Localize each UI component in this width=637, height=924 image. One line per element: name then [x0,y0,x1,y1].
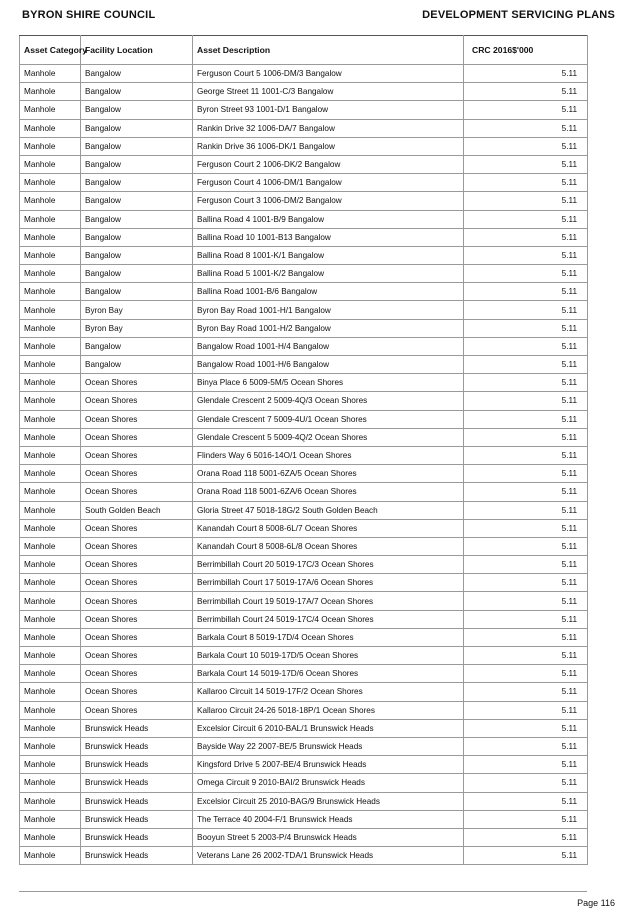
cell-crc: 5.11 [464,647,588,665]
cell-asset-category: Manhole [20,683,81,701]
cell-asset-category: Manhole [20,592,81,610]
cell-facility-location: Ocean Shores [81,537,193,555]
cell-asset-category: Manhole [20,810,81,828]
cell-crc: 5.11 [464,774,588,792]
cell-crc: 5.11 [464,592,588,610]
cell-facility-location: Brunswick Heads [81,756,193,774]
table-row [20,83,588,101]
cell-asset-category: Manhole [20,319,81,337]
cell-facility-location: Bangalow [81,210,193,228]
table-row [20,628,588,646]
cell-asset-category: Manhole [20,356,81,374]
cell-crc: 5.11 [464,301,588,319]
cell-facility-location: Bangalow [81,65,193,83]
cell-crc: 5.11 [464,192,588,210]
cell-crc: 5.11 [464,446,588,464]
cell-crc: 5.11 [464,847,588,865]
table-row [20,847,588,865]
col-header-asset-description: Asset Description [193,36,464,65]
cell-crc: 5.11 [464,283,588,301]
cell-facility-location: Bangalow [81,283,193,301]
cell-asset-description: Bayside Way 22 2007-BE/5 Brunswick Heads [193,737,464,755]
cell-crc: 5.11 [464,101,588,119]
col-header-facility-location: Facility Location [81,36,193,65]
cell-asset-description: Ferguson Court 2 1006-DK/2 Bangalow [193,155,464,173]
cell-facility-location: Bangalow [81,137,193,155]
cell-asset-description: Ballina Road 1001-B/6 Bangalow [193,283,464,301]
cell-asset-description: Ballina Road 5 1001-K/2 Bangalow [193,265,464,283]
cell-asset-description: Berrimbillah Court 20 5019-17C/3 Ocean Shores [193,556,464,574]
cell-asset-description: Rankin Drive 36 1006-DK/1 Bangalow [193,137,464,155]
cell-crc: 5.11 [464,537,588,555]
cell-facility-location: Ocean Shores [81,628,193,646]
cell-crc: 5.11 [464,628,588,646]
cell-facility-location: Ocean Shores [81,446,193,464]
cell-asset-description: Omega Circuit 9 2010-BAI/2 Brunswick Heads [193,774,464,792]
cell-asset-description: Ballina Road 4 1001-B/9 Bangalow [193,210,464,228]
cell-asset-category: Manhole [20,847,81,865]
cell-asset-description: Glendale Crescent 2 5009-4Q/3 Ocean Shores [193,392,464,410]
cell-facility-location: Brunswick Heads [81,737,193,755]
cell-asset-description: Kanandah Court 8 5008-6L/8 Ocean Shores [193,537,464,555]
cell-facility-location: South Golden Beach [81,501,193,519]
table-row [20,265,588,283]
cell-facility-location: Ocean Shores [81,574,193,592]
cell-crc: 5.11 [464,265,588,283]
table-row [20,410,588,428]
cell-crc: 5.11 [464,556,588,574]
table-row [20,337,588,355]
table-row [20,119,588,137]
table-row [20,828,588,846]
table-row [20,283,588,301]
cell-facility-location: Byron Bay [81,319,193,337]
cell-asset-description: Kallaroo Circuit 14 5019-17F/2 Ocean Shores [193,683,464,701]
cell-asset-description: Barkala Court 14 5019-17D/6 Ocean Shores [193,665,464,683]
table-row [20,319,588,337]
table-row [20,428,588,446]
table-row [20,665,588,683]
cell-asset-description: Booyun Street 5 2003-P/4 Brunswick Heads [193,828,464,846]
table-row [20,701,588,719]
asset-table [19,35,588,865]
cell-asset-category: Manhole [20,428,81,446]
cell-facility-location: Brunswick Heads [81,810,193,828]
cell-facility-location: Ocean Shores [81,592,193,610]
cell-asset-category: Manhole [20,701,81,719]
cell-asset-category: Manhole [20,155,81,173]
cell-facility-location: Bangalow [81,265,193,283]
table-header-row [20,36,588,65]
cell-facility-location: Bangalow [81,174,193,192]
cell-asset-category: Manhole [20,737,81,755]
cell-asset-category: Manhole [20,483,81,501]
cell-asset-description: Ballina Road 8 1001-K/1 Bangalow [193,246,464,264]
cell-asset-description: Rankin Drive 32 1006-DA/7 Bangalow [193,119,464,137]
cell-crc: 5.11 [464,83,588,101]
table-row [20,301,588,319]
table-row [20,519,588,537]
cell-crc: 5.11 [464,483,588,501]
cell-crc: 5.11 [464,319,588,337]
cell-asset-description: George Street 11 1001-C/3 Bangalow [193,83,464,101]
cell-asset-category: Manhole [20,519,81,537]
cell-facility-location: Ocean Shores [81,556,193,574]
cell-crc: 5.11 [464,246,588,264]
cell-crc: 5.11 [464,683,588,701]
cell-facility-location: Bangalow [81,155,193,173]
cell-facility-location: Ocean Shores [81,519,193,537]
cell-asset-category: Manhole [20,337,81,355]
cell-asset-description: Bangalow Road 1001-H/4 Bangalow [193,337,464,355]
cell-asset-description: Binya Place 6 5009-5M/5 Ocean Shores [193,374,464,392]
cell-facility-location: Brunswick Heads [81,828,193,846]
table-row [20,137,588,155]
cell-asset-category: Manhole [20,665,81,683]
cell-facility-location: Bangalow [81,356,193,374]
table-row [20,592,588,610]
cell-crc: 5.11 [464,701,588,719]
cell-crc: 5.11 [464,210,588,228]
table-body [20,65,588,865]
cell-asset-description: The Terrace 40 2004-F/1 Brunswick Heads [193,810,464,828]
cell-asset-description: Ferguson Court 3 1006-DM/2 Bangalow [193,192,464,210]
table-row [20,392,588,410]
col-header-asset-category: Asset Category [20,36,81,65]
cell-crc: 5.11 [464,501,588,519]
cell-asset-description: Excelsior Circuit 25 2010-BAG/9 Brunswick Heads [193,792,464,810]
cell-asset-category: Manhole [20,501,81,519]
cell-asset-description: Ferguson Court 5 1006-DM/3 Bangalow [193,65,464,83]
cell-asset-category: Manhole [20,574,81,592]
cell-crc: 5.11 [464,392,588,410]
cell-crc: 5.11 [464,574,588,592]
table-row [20,610,588,628]
cell-facility-location: Ocean Shores [81,683,193,701]
table-row [20,446,588,464]
footer-divider [19,891,587,892]
cell-asset-description: Byron Street 93 1001-D/1 Bangalow [193,101,464,119]
cell-asset-category: Manhole [20,628,81,646]
cell-asset-description: Glendale Crescent 5 5009-4Q/2 Ocean Shores [193,428,464,446]
col-header-crc: CRC 2016$'000 [464,36,588,65]
table-row [20,647,588,665]
cell-facility-location: Bangalow [81,228,193,246]
cell-facility-location: Ocean Shores [81,701,193,719]
cell-facility-location: Bangalow [81,101,193,119]
table-row [20,101,588,119]
cell-facility-location: Ocean Shores [81,428,193,446]
cell-asset-category: Manhole [20,301,81,319]
cell-crc: 5.11 [464,828,588,846]
cell-asset-category: Manhole [20,65,81,83]
table-row [20,501,588,519]
cell-asset-category: Manhole [20,392,81,410]
cell-facility-location: Bangalow [81,119,193,137]
cell-facility-location: Ocean Shores [81,465,193,483]
cell-asset-category: Manhole [20,246,81,264]
cell-facility-location: Ocean Shores [81,410,193,428]
cell-asset-category: Manhole [20,228,81,246]
cell-asset-category: Manhole [20,719,81,737]
cell-asset-category: Manhole [20,101,81,119]
cell-asset-category: Manhole [20,756,81,774]
cell-facility-location: Bangalow [81,83,193,101]
cell-facility-location: Bangalow [81,337,193,355]
table-row [20,174,588,192]
cell-crc: 5.11 [464,174,588,192]
cell-asset-description: Flinders Way 6 5016-14O/1 Ocean Shores [193,446,464,464]
cell-asset-category: Manhole [20,83,81,101]
cell-crc: 5.11 [464,719,588,737]
table-row [20,792,588,810]
cell-asset-category: Manhole [20,610,81,628]
cell-asset-description: Byron Bay Road 1001-H/2 Bangalow [193,319,464,337]
cell-crc: 5.11 [464,356,588,374]
table-row [20,756,588,774]
table-row [20,155,588,173]
cell-asset-description: Ferguson Court 4 1006-DM/1 Bangalow [193,174,464,192]
cell-facility-location: Ocean Shores [81,483,193,501]
cell-asset-category: Manhole [20,119,81,137]
table-row [20,537,588,555]
cell-asset-description: Kingsford Drive 5 2007-BE/4 Brunswick Heads [193,756,464,774]
cell-facility-location: Ocean Shores [81,647,193,665]
cell-crc: 5.11 [464,428,588,446]
cell-facility-location: Brunswick Heads [81,719,193,737]
table-row [20,356,588,374]
cell-asset-description: Glendale Crescent 7 5009-4U/1 Ocean Shores [193,410,464,428]
cell-asset-category: Manhole [20,174,81,192]
cell-facility-location: Bangalow [81,192,193,210]
cell-asset-category: Manhole [20,210,81,228]
cell-asset-category: Manhole [20,647,81,665]
table-row [20,246,588,264]
table-row [20,210,588,228]
cell-asset-category: Manhole [20,774,81,792]
table-row [20,483,588,501]
cell-asset-description: Excelsior Circuit 6 2010-BAL/1 Brunswick Heads [193,719,464,737]
table-row [20,65,588,83]
cell-facility-location: Ocean Shores [81,665,193,683]
cell-crc: 5.11 [464,137,588,155]
cell-facility-location: Brunswick Heads [81,792,193,810]
cell-asset-category: Manhole [20,192,81,210]
cell-crc: 5.11 [464,228,588,246]
cell-crc: 5.11 [464,610,588,628]
cell-asset-category: Manhole [20,537,81,555]
cell-crc: 5.11 [464,792,588,810]
cell-crc: 5.11 [464,65,588,83]
cell-crc: 5.11 [464,410,588,428]
cell-asset-description: Gloria Street 47 5018-18G/2 South Golden Beach [193,501,464,519]
cell-facility-location: Bangalow [81,246,193,264]
cell-facility-location: Brunswick Heads [81,774,193,792]
table-row [20,737,588,755]
cell-asset-description: Veterans Lane 26 2002-TDA/1 Brunswick Heads [193,847,464,865]
table-row [20,574,588,592]
cell-asset-description: Bangalow Road 1001-H/6 Bangalow [193,356,464,374]
cell-facility-location: Brunswick Heads [81,847,193,865]
cell-asset-description: Orana Road 118 5001-6ZA/6 Ocean Shores [193,483,464,501]
cell-asset-category: Manhole [20,265,81,283]
cell-asset-description: Orana Road 118 5001-6ZA/5 Ocean Shores [193,465,464,483]
cell-asset-description: Barkala Court 8 5019-17D/4 Ocean Shores [193,628,464,646]
table-row [20,810,588,828]
cell-asset-category: Manhole [20,446,81,464]
cell-crc: 5.11 [464,665,588,683]
cell-asset-description: Kanandah Court 8 5008-6L/7 Ocean Shores [193,519,464,537]
cell-asset-category: Manhole [20,374,81,392]
cell-asset-description: Byron Bay Road 1001-H/1 Bangalow [193,301,464,319]
cell-asset-category: Manhole [20,410,81,428]
cell-facility-location: Ocean Shores [81,610,193,628]
page-header [22,9,615,25]
cell-asset-description: Barkala Court 10 5019-17D/5 Ocean Shores [193,647,464,665]
cell-crc: 5.11 [464,119,588,137]
table-row [20,228,588,246]
cell-facility-location: Ocean Shores [81,392,193,410]
cell-crc: 5.11 [464,737,588,755]
cell-crc: 5.11 [464,810,588,828]
cell-asset-category: Manhole [20,828,81,846]
cell-facility-location: Byron Bay [81,301,193,319]
cell-asset-category: Manhole [20,465,81,483]
table-row [20,374,588,392]
cell-crc: 5.11 [464,374,588,392]
cell-crc: 5.11 [464,519,588,537]
cell-crc: 5.11 [464,756,588,774]
table-row [20,774,588,792]
cell-asset-description: Kallaroo Circuit 24-26 5018-18P/1 Ocean Shores [193,701,464,719]
cell-asset-category: Manhole [20,283,81,301]
table-row [20,556,588,574]
cell-asset-description: Berrimbillah Court 24 5019-17C/4 Ocean Shores [193,610,464,628]
cell-asset-description: Berrimbillah Court 19 5019-17A/7 Ocean Shores [193,592,464,610]
cell-asset-category: Manhole [20,556,81,574]
cell-asset-category: Manhole [20,137,81,155]
cell-crc: 5.11 [464,155,588,173]
document-title: DEVELOPMENT SERVICING PLANS [422,9,615,21]
table-row [20,192,588,210]
table-row [20,465,588,483]
table-row [20,683,588,701]
cell-asset-description: Ballina Road 10 1001-B13 Bangalow [193,228,464,246]
table-row [20,719,588,737]
cell-asset-description: Berrimbillah Court 17 5019-17A/6 Ocean Shores [193,574,464,592]
cell-facility-location: Ocean Shores [81,374,193,392]
page-number: Page 116 [577,898,615,908]
cell-crc: 5.11 [464,337,588,355]
cell-crc: 5.11 [464,465,588,483]
council-name: BYRON SHIRE COUNCIL [22,9,156,21]
cell-asset-category: Manhole [20,792,81,810]
